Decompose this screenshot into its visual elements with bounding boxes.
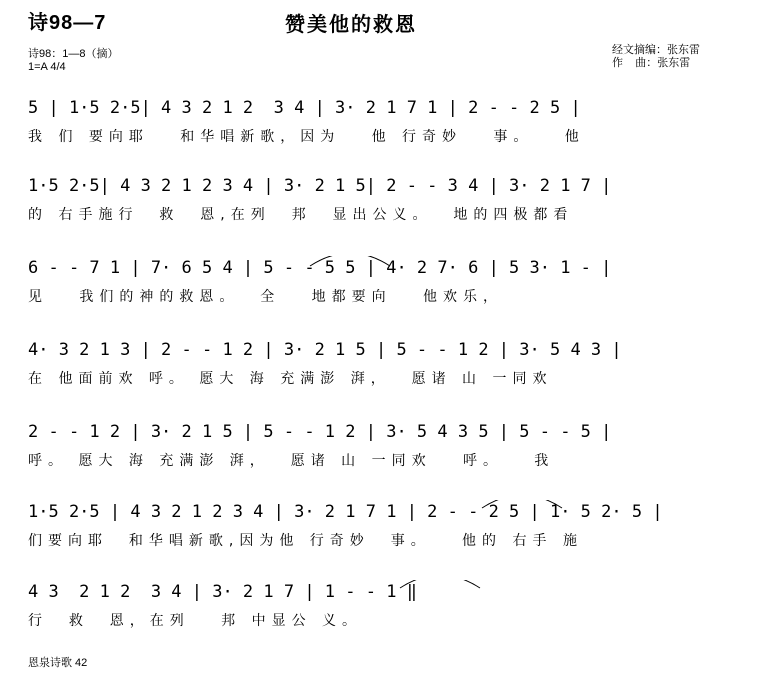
score-line-3 bbox=[28, 256, 746, 316]
notation-row: 1·5 2·5| 4 3 2 1 2 3 4 | 3· 2 1 5| 2 - - 3 4 | 3· 2 1 7 | bbox=[28, 176, 612, 196]
lyrics-row: 们要向耶 和华唱新歌,因为他 行奇妙 事。 他的 右手 施 bbox=[28, 533, 583, 549]
music-credit: 作 曲：张东雷 bbox=[612, 57, 691, 69]
notation-row: 2 - - 1 2 | 3· 2 1 5 | 5 - - 1 2 | 3· 5 4 3 5 | 5 - - 5 | bbox=[28, 422, 612, 442]
notation-row: 5 | 1·5 2·5| 4 3 2 1 2 3 4 | 3· 2 1 7 1 | 2 - - 2 5 | bbox=[28, 98, 581, 118]
lyrics-row: 的 右手施行 救 恩,在列 邦 显出公义。 地的四极都看 bbox=[28, 207, 574, 223]
notation-row: 6 - - 7 1 | 7· 6 5 4 | 5 - - 5 5 | 4· 2 7· 6 | 5 3· 1 - | bbox=[28, 258, 612, 278]
song-number: 诗98—7 bbox=[28, 12, 107, 34]
score-line-4 bbox=[28, 338, 746, 398]
score-line-1 bbox=[28, 96, 746, 156]
score-meta-right bbox=[612, 44, 700, 70]
lyrics-credit: 经文摘编：张东雷 bbox=[612, 44, 700, 56]
notation-row: 4· 3 2 1 3 | 2 - - 1 2 | 3· 2 1 5 | 5 - - 1 2 | 3· 5 4 3 | bbox=[28, 340, 622, 360]
lyrics-row: 我 们 要向耶 和华唱新歌，因为 他 行奇妙 事。 他 bbox=[28, 129, 585, 145]
notation-row: 4 3 2 1 2 3 4 | 3· 2 1 7 | 1 - - 1 ‖ bbox=[28, 582, 417, 602]
score-meta-left bbox=[28, 48, 118, 74]
scripture-source: 诗98：1—8（摘） bbox=[28, 48, 119, 60]
key-signature: 1=A 4/4 bbox=[28, 61, 66, 73]
lyrics-row: 见 我们的神的救恩。 全 地都要向 他欢乐， bbox=[28, 289, 503, 305]
song-title: 赞美他的救恩 bbox=[285, 12, 417, 36]
lyrics-row: 呼。 愿大 海 充满澎 湃， 愿诸 山 一同欢 呼。 我 bbox=[28, 453, 555, 469]
score-line-2 bbox=[28, 174, 746, 234]
page-footer: 恩泉诗歌 42 bbox=[28, 657, 88, 669]
lyrics-row: 行 救 恩，在列 邦 中显公 义。 bbox=[28, 613, 363, 629]
notation-row: 1·5 2·5 | 4 3 2 1 2 3 4 | 3· 2 1 7 1 | 2 - - 2 5 | 1· 5 2· 5 | bbox=[28, 502, 663, 522]
lyrics-row: 在 他面前欢 呼。 愿大 海 充满澎 湃， 愿诸 山 一同欢 bbox=[28, 371, 553, 387]
score-line-7 bbox=[28, 580, 746, 640]
score-line-5 bbox=[28, 420, 746, 480]
score-line-6 bbox=[28, 500, 746, 560]
